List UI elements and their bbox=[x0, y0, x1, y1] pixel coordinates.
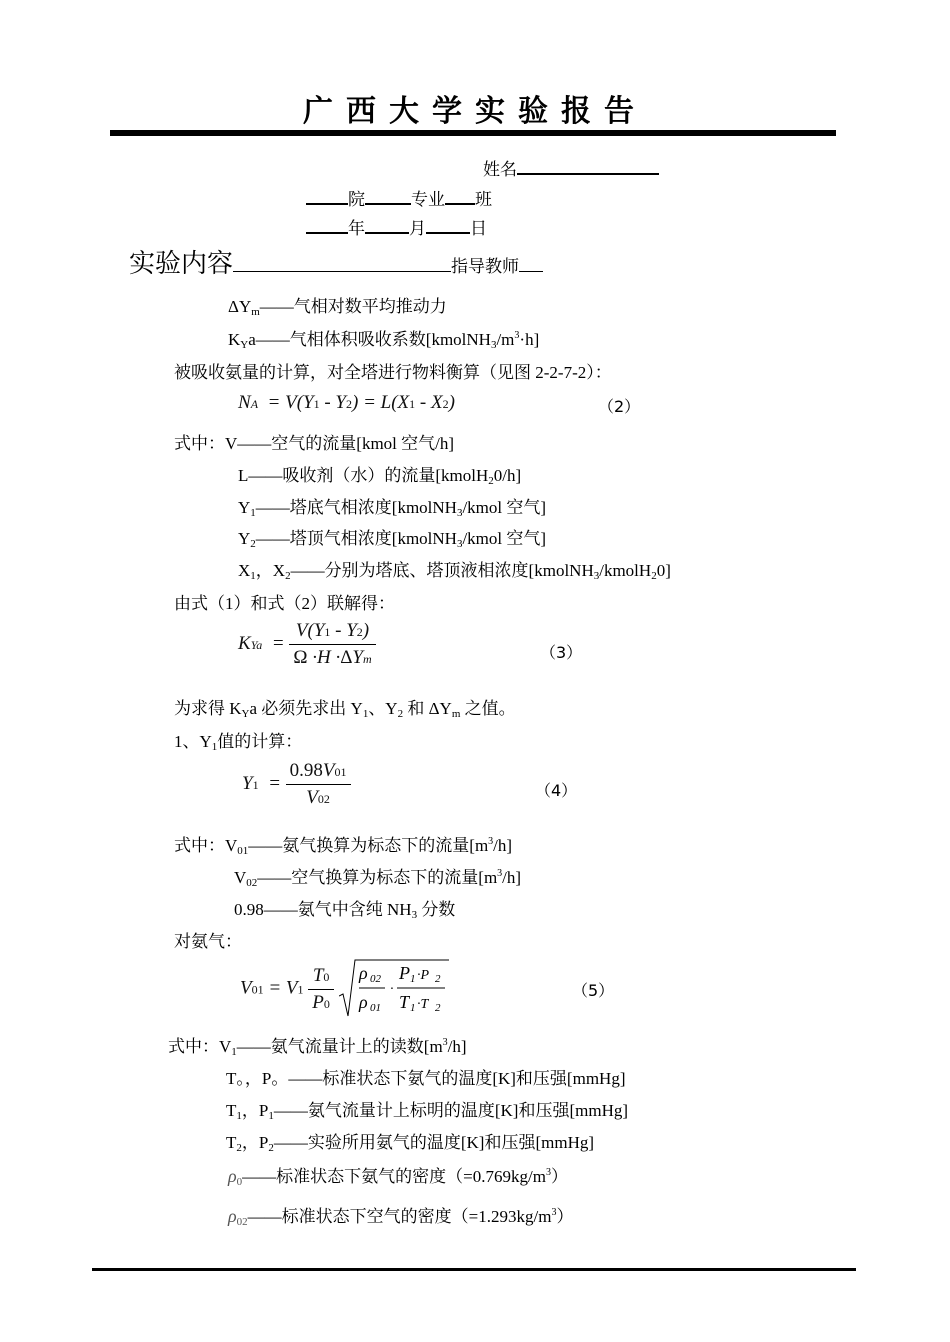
equation-4-number: （4） bbox=[535, 781, 578, 800]
name-field[interactable] bbox=[517, 157, 659, 175]
pure-line: 0.98——氨气中含纯 $NH_3$ 分数 bbox=[234, 900, 456, 921]
svg-text:ρ: ρ bbox=[358, 992, 368, 1012]
svg-text:·: · bbox=[389, 982, 394, 997]
equation-2-number: （2） bbox=[598, 397, 641, 416]
college-label: 院 bbox=[348, 190, 365, 209]
month-label: 月 bbox=[409, 219, 426, 238]
svg-text:P: P bbox=[398, 963, 410, 983]
content-row bbox=[129, 243, 543, 280]
college-field[interactable] bbox=[306, 187, 348, 205]
svg-text:·T: ·T bbox=[416, 997, 428, 1012]
page-title: 广西大学实验报告 bbox=[303, 94, 647, 129]
v01-def-line: 式中：$V_{01}——$氨气换算为标态下的流量$[m^3/h]$ bbox=[174, 836, 513, 857]
dym-line: $\Delta Y_m——$气相对数平均推动力 bbox=[228, 297, 447, 318]
svg-text:T: T bbox=[398, 992, 409, 1012]
y1-calc-line: 1、$Y_1$值的计算： bbox=[174, 732, 303, 753]
class-label: 班 bbox=[475, 190, 492, 209]
y2-def-line: $Y_2——$塔顶气相浓度[kmolNH$_3$/kmol 空气] bbox=[238, 529, 547, 550]
top-rule bbox=[110, 130, 836, 136]
equation-5: V01 = V1 $\frac{T0}{P0}$ ρ 02 ρ 01 · P 1 ·P 2 T 1 ·T 2 bbox=[240, 958, 449, 1020]
content-label: 实验内容 bbox=[129, 249, 234, 278]
content-field[interactable] bbox=[233, 247, 451, 272]
svg-text:1: 1 bbox=[409, 973, 416, 985]
year-label: 年 bbox=[348, 219, 365, 238]
v02-def-line: $V_{02}——$空气换算为标态下的流量$[m^3/h]$ bbox=[234, 868, 522, 889]
balance-line: 被吸收氨量的计算，对全塔进行物料衡算（见图 2-2-7-2）： bbox=[174, 363, 612, 382]
svg-text:02: 02 bbox=[369, 973, 381, 985]
svg-text:ρ: ρ bbox=[358, 963, 368, 983]
y1-def-line: $Y_1——$塔底气相浓度[kmolNH$_3$/kmol 空气] bbox=[238, 498, 547, 519]
day-label: 日 bbox=[470, 219, 487, 238]
equation-4: Y1 = $\frac{0.98V01}{V02}$ bbox=[242, 760, 351, 809]
day-field[interactable] bbox=[426, 216, 470, 234]
v1-def-line: 式中：$V_1——$氨气流量计上的读数$[m^3/h]$ bbox=[168, 1037, 467, 1058]
combine-line: 由式（1）和式（2）联解得： bbox=[174, 594, 395, 613]
rho02-def-line: $\rho_{02}——$标准状态下空气的密度$(=1.293kg/m^3)$ bbox=[228, 1206, 574, 1228]
month-field[interactable] bbox=[365, 216, 409, 234]
v-def-line: 式中：V——空气的流量[kmol 空气/h] bbox=[174, 434, 455, 453]
equation-3-number: （3） bbox=[540, 643, 583, 662]
name-label: 姓名 bbox=[483, 160, 517, 179]
kya-line: $K_Ya——$气相体积吸收系数$[kmolNH_3/m^3\cdot h]$ bbox=[228, 330, 540, 351]
t2-def-line: $T_2$，$P_2——$实验所用氨气的温度[K]和压强[mmHg] bbox=[226, 1133, 595, 1154]
ammonia-line: 对氨气： bbox=[174, 932, 242, 951]
l-def-line: L——吸收剂（水）的流量[kmolH$_2$0/h] bbox=[238, 466, 522, 487]
svg-text:1: 1 bbox=[409, 1002, 416, 1014]
teacher-field[interactable] bbox=[519, 255, 543, 272]
equation-5-number: （5） bbox=[572, 981, 615, 1000]
t0-def-line: T。，P。——标准状态下氨气的温度[K]和压强[mmHg] bbox=[226, 1069, 626, 1088]
svg-text:01: 01 bbox=[369, 1002, 381, 1014]
x-def-line: $X_1$，$X_2——$分别为塔底、塔顶液相浓度[kmolNH$_3$/kmolH$_2$0] bbox=[238, 561, 671, 582]
need-line: 为求得 $K_Ya$ 必须先求出 $Y_1$、$Y_2$ 和 $\Delta Y_m$ 之值。 bbox=[174, 699, 516, 720]
equation-3: KYa = $\frac{V(Y1 - Y2)}{\text{Ω ·H ·ΔYm}}$ bbox=[238, 620, 376, 669]
teacher-label: 指导教师 bbox=[451, 257, 520, 276]
major-label: 专业 bbox=[411, 190, 445, 209]
svg-text:·P: ·P bbox=[416, 968, 429, 983]
name-row bbox=[483, 155, 659, 180]
date-row bbox=[306, 214, 487, 239]
college-row bbox=[306, 185, 492, 210]
rho0-def-line: $\rho_0——$标准状态下氨气的密度$(=0.769kg/m^3)$ bbox=[228, 1166, 568, 1188]
bottom-rule bbox=[92, 1268, 856, 1271]
t1-def-line: $T_1$，$P_1——$氨气流量计上标明的温度[K]和压强[mmHg] bbox=[226, 1101, 629, 1122]
year-field[interactable] bbox=[306, 216, 348, 234]
svg-text:2: 2 bbox=[434, 1002, 441, 1014]
svg-text:2: 2 bbox=[434, 973, 441, 985]
major-field[interactable] bbox=[365, 187, 411, 205]
equation-2: NA = V(Y1 - Y2) = L(X1 - X2) bbox=[238, 392, 455, 413]
sqrt-icon bbox=[339, 958, 449, 1020]
class-field[interactable] bbox=[445, 187, 475, 205]
